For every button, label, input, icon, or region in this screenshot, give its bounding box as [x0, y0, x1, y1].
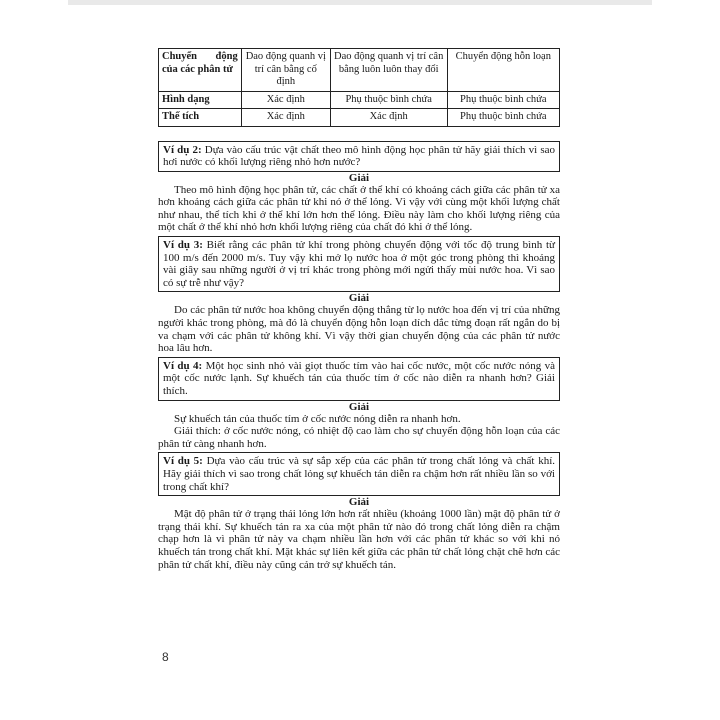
states-table [158, 48, 560, 127]
answer-title: Giải [348, 400, 370, 413]
example-label: Ví dụ 4: [163, 359, 203, 372]
example-label: Ví dụ 2: [163, 143, 202, 156]
table-header-cell: Dao động quanh vị trí cân bằng cố định [241, 49, 330, 92]
example-5-box [158, 452, 560, 496]
answer-title: Giải [348, 496, 370, 509]
top-edge-bar [68, 0, 652, 5]
answer-paragraph: Do các phân tử nước hoa không chuyển động thẳng từ lọ nước hoa đến vị trí của những người khác trong phòng, mà đó là chuyển động hỗn loạn dích dắc từng đoạn rất ngắn do bị va chạm với các phân tử không khí. Vì vậy thời gian chuyển động của các phân tử nước hoa lâu hơn. [158, 304, 560, 355]
answer-paragraph: Mật độ phân tử ở trạng thái lỏng lớn hơn rất nhiều (khoảng 1000 lần) mật độ phân tử ở trạng thái khí. Sự khuếch tán ra xa của một phân tử nào đó trong chất lỏng diễn ra chậm chạp hơn là vì phân tử này va chạm nhiều lần hơn với các phân tử khác so với khi nó khuếch tán trong chất khí. Mặt khác sự liên kết giữa các phân tử chất lỏng chặt chẽ hơn các phân tử chất khí, điều này cũng cản trở sự khuếch tán. [158, 508, 560, 571]
table-cell: Xác định [241, 91, 330, 109]
example-label: Ví dụ 5: [163, 455, 203, 468]
answer-paragraph: Giải thích: ở cốc nước nóng, có nhiệt độ cao làm cho sự chuyển động hỗn loạn của các phân tử càng nhanh hơn. [158, 425, 560, 450]
example-question: Một học sinh nhỏ vài giọt thuốc tím vào hai cốc nước, một cốc nước nóng và một cốc nước lạnh. Sự khuếch tán của thuốc tím ở cốc nào diễn ra nhanh hơn? Giải thích. [163, 359, 556, 397]
table-cell: Phụ thuộc bình chứa [447, 91, 559, 109]
example-label: Ví dụ 3: [163, 239, 203, 252]
answer-paragraph: Theo mô hình động học phân tử, các chất ở thể khí có khoảng cách giữa các phân tử xa hơn khoảng cách giữa các phân tử khi nó ở thể lỏng. Vì vậy với cùng một khối lượng chất như nhau, thể tích khi ở thể khí lớn hơn thể lỏng. Điều này làm cho khối lượng riêng của một chất ở thể khí nhỏ hơn khối lượng riêng của chất đó khi ở thể lỏng. [158, 183, 560, 234]
table-row [159, 109, 560, 127]
example-question: Dựa vào cấu trúc và sự sắp xếp của các phân tử trong chất lỏng và chất khí. Hãy giải thích vì sao trong chất lỏng sự khuếch tán diễn ra chậm hơn rất nhiều lần so với trong chất khí? [163, 455, 556, 493]
table-row [159, 91, 560, 109]
table-cell: Phụ thuộc bình chứa [330, 91, 447, 109]
answer-title: Giải [348, 171, 370, 184]
table-header-cell: Chuyển động hỗn loạn [447, 49, 559, 92]
example-4-box [158, 357, 560, 401]
example-question: Dựa vào cấu trúc vật chất theo mô hình động học phân tử hãy giải thích vì sao hơi nước có khối lượng riêng nhỏ hơn nước? [163, 143, 555, 169]
example-3-box [158, 236, 560, 292]
example-question: Biết rằng các phân tử khí trong phòng chuyển động với tốc độ trung bình từ 100 m/s đến 2000 m/s. Tuy vậy khi mở lọ nước hoa ở một góc trong phòng thì khoảng vài giây sau những người ở vị trí khác trong phòng mới ngửi thấy mùi nước hoa. Vì sao có sự trễ như vậy? [163, 239, 556, 289]
document-page [158, 48, 560, 571]
row-label: Thể tích [159, 109, 242, 127]
answer-title: Giải [348, 292, 370, 305]
page-number: 8 [162, 650, 169, 664]
table-header-cell: Dao động quanh vị trí cân bằng luôn luôn thay đổi [330, 49, 447, 92]
table-cell: Xác định [241, 109, 330, 127]
example-2-box [158, 141, 560, 172]
answer-paragraph: Sự khuếch tán của thuốc tím ở cốc nước nóng diễn ra nhanh hơn. [174, 412, 461, 425]
table-cell: Phụ thuộc bình chứa [447, 109, 559, 127]
table-header-row [159, 49, 560, 92]
row-label: Hình dạng [159, 91, 242, 109]
table-cell: Xác định [330, 109, 447, 127]
table-header-cell: Chuyển động của các phân tử [159, 49, 242, 92]
